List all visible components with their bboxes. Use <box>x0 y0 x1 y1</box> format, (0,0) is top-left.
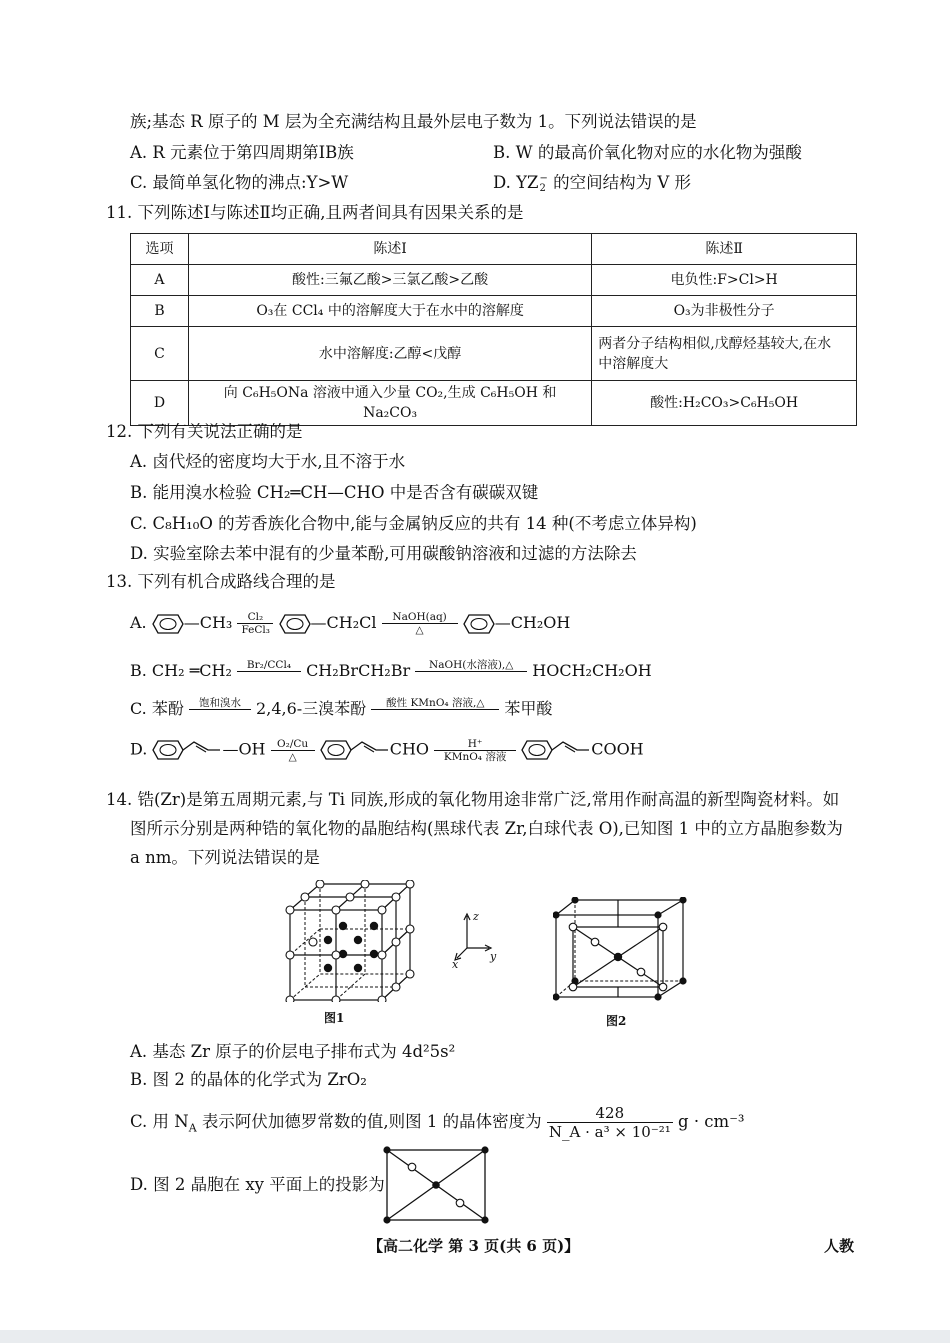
q14-stem-line-1: 14. 锆(Zr)是第五周期元素,与 Ti 同族,形成的氧化物用途非常广泛,常用作耐高温的新型陶瓷材料。如 <box>106 790 840 809</box>
q12-stem: 12. 下列有关说法正确的是 <box>106 422 303 441</box>
cinnamyl-structure-icon <box>521 737 591 763</box>
row-statement-1: O₃在 CCl₄ 中的溶解度大于在水中的溶解度 <box>188 296 591 327</box>
q14-stem-line-2: 图所示分别是两种锆的氧化物的晶胞结构(黑球代表 Zr,白球代表 O),已知图 1 中的立方晶胞参数为 <box>130 819 843 838</box>
q10-option-b: B. W 的最高价氧化物对应的水化物为强酸 <box>493 143 802 162</box>
q13-option-b: B. CH₂ ═CH₂ Br₂/CCl₄ CH₂BrCH₂Br NaOH(水溶液),△ HOCH₂CH₂OH <box>130 659 652 680</box>
cinnamyl-structure-icon <box>320 737 390 763</box>
row-statement-2: 酸性:H₂CO₃>C₆H₅OH <box>592 381 857 426</box>
benzene-ring-icon <box>463 613 495 635</box>
row-statement-1: 酸性:三氟乙酸>三氯乙酸>乙酸 <box>188 265 591 296</box>
publisher-tag: 人教 <box>824 1237 855 1255</box>
row-option: A <box>131 265 189 296</box>
table-row <box>131 381 857 426</box>
table-row <box>131 327 857 381</box>
benzene-ring-icon <box>152 613 184 635</box>
row-statement-2: O₃为非极性分子 <box>592 296 857 327</box>
header-statement-2: 陈述Ⅱ <box>592 234 857 265</box>
q11-stem: 11. 下列陈述Ⅰ与陈述Ⅱ均正确,且两者间具有因果关系的是 <box>106 203 524 222</box>
axis-z-label: z <box>473 910 479 923</box>
figure-1-caption: 图1 <box>324 1011 345 1025</box>
table-row <box>131 265 857 296</box>
q13-option-d: D. —OH O₂/Cu △ CHO H⁺ KMnO₄ 溶液 COOH <box>130 737 644 763</box>
cinnamyl-structure-icon <box>152 737 222 763</box>
page-footer: 【高二化学 第 3 页(共 6 页)】 <box>368 1237 580 1255</box>
figure-projection-xy <box>383 1146 489 1224</box>
q10-stem-continuation: 族;基态 R 原子的 M 层为全充满结构且最外层电子数为 1。下列说法错误的是 <box>130 112 697 131</box>
q14-option-b: B. 图 2 的晶体的化学式为 ZrO₂ <box>130 1070 367 1089</box>
scan-bottom-edge <box>0 1330 950 1343</box>
row-statement-1: 水中溶解度:乙醇<戊醇 <box>188 327 591 381</box>
q13-option-c: C. 苯酚 饱和溴水 2,4,6-三溴苯酚 酸性 KMnO₄ 溶液,△ 苯甲酸 <box>130 697 553 718</box>
row-option: B <box>131 296 189 327</box>
figure-1-cubic-cell <box>278 880 418 1002</box>
row-statement-1: 向 C₆H₅ONa 溶液中通入少量 CO₂,生成 C₆H₅OH 和 Na₂CO₃ <box>188 381 591 426</box>
row-option: D <box>131 381 189 426</box>
q13-stem: 13. 下列有机合成路线合理的是 <box>106 572 336 591</box>
header-statement-1: 陈述Ⅰ <box>188 234 591 265</box>
q14-option-a: A. 基态 Zr 原子的价层电子排布式为 4d²5s² <box>130 1042 456 1061</box>
q10-option-c: C. 最简单氢化物的沸点:Y>W <box>130 173 349 192</box>
table-header-row <box>131 234 857 265</box>
q10-option-a: A. R 元素位于第四周期第ⅠB族 <box>130 143 354 162</box>
q12-option-a: A. 卤代烃的密度均大于水,且不溶于水 <box>130 452 406 471</box>
figure-2-tetragonal-cell <box>553 897 689 1001</box>
q14-stem-line-3: a nm。下列说法错误的是 <box>130 848 320 867</box>
q12-option-b: B. 能用溴水检验 CH₂═CH—CHO 中是否含有碳碳双键 <box>130 483 539 502</box>
table-row <box>131 296 857 327</box>
q10-option-d: D. YZ − 2 的空间结构为 V 形 <box>493 172 692 194</box>
header-option: 选项 <box>131 234 189 265</box>
row-statement-2: 电负性:F>Cl>H <box>592 265 857 296</box>
axis-x-label: x <box>452 958 459 971</box>
figure-2-caption: 图2 <box>606 1014 627 1028</box>
benzene-ring-icon <box>279 613 311 635</box>
q12-option-d: D. 实验室除去苯中混有的少量苯酚,可用碳酸钠溶液和过滤的方法除去 <box>130 544 637 563</box>
row-statement-2: 两者分子结构相似,戊醇烃基较大,在水 中溶解度大 <box>592 327 857 381</box>
q12-option-c: C. C₈H₁₀O 的芳香族化合物中,能与金属钠反应的共有 14 种(不考虑立体异构) <box>130 514 697 533</box>
q14-option-c: C. 用 $N_A$ 表示阿伏加德罗常数的值,则图 1 的晶体密度为 $\frac{428}{\text{N\_A · a³ × 10⁻²¹}}$ g · cm⁻³ <box>130 1104 745 1141</box>
q14-option-d: D. 图 2 晶胞在 xy 平面上的投影为 <box>130 1175 385 1194</box>
row-option: C <box>131 327 189 381</box>
q11-table <box>130 233 857 426</box>
axis-y-label: y <box>490 950 497 963</box>
q13-option-a: A. —CH₃ Cl₂ FeCl₃ —CH₂Cl NaOH(aq) △ —CH₂OH <box>130 611 571 636</box>
